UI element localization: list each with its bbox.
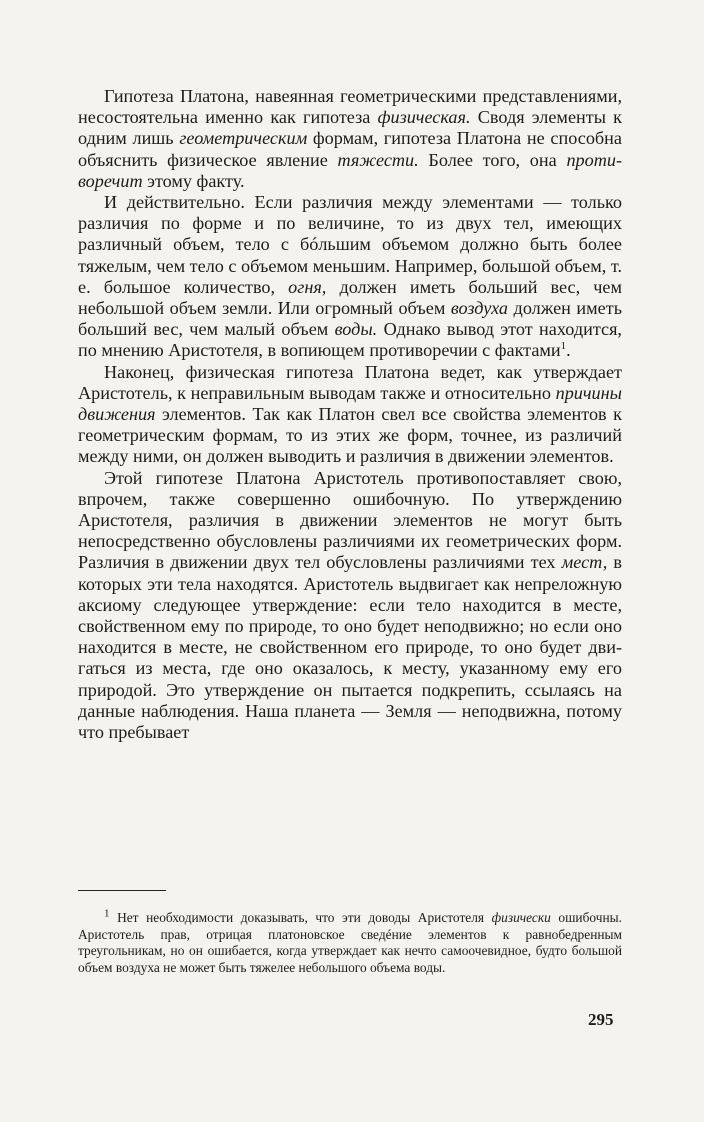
footnote-marker: 1 [560, 340, 567, 353]
text-run: Нет необходимости доказывать, что эти доводы Аристотеля [109, 910, 492, 925]
page-number: 295 [588, 1010, 614, 1029]
text-run: И действительно. Если различия между элементами — только различия по форме и по величине, то из двух тел, имеющих различный объем, тело с бóльшим объемом должно быть более тяжелым, чем тело с объемом меньшим. Например, большой объем, т. е. большое количество, [78, 192, 622, 297]
emphasized-text: мест, [561, 552, 608, 573]
paragraph [78, 362, 622, 468]
emphasized-text: физически [491, 910, 551, 925]
text-run: формам, гипотеза Платона не способна объяснить физическое явление [78, 128, 622, 170]
footnote-divider [78, 890, 166, 891]
text-run: должен иметь больший вес, чем небольшой объем земли. Или огромный объем [78, 276, 622, 319]
text-run: ошибочны. Аристотель прав, отрицая платоновское сведéние элементов к равнобедренным треугольникам, но он ошибается, когда утверждает как нечто самоочевидное, будто большой объем воздуха не может быть тяжелее небольшого объема воды. [78, 910, 622, 975]
emphasized-text: причины движения [78, 382, 622, 425]
footnote [78, 907, 622, 976]
text-run: этому факту. [142, 170, 245, 191]
text-run: Этой гипотезе Платона Аристотель противопоставляет свою, впрочем, также совершенно ошибочную. По утверждению Аристотеля, различия в движении элементов не могут быть непосредственно обусловлены различиями их геометрических форм. Различия в движении двух тел обусловлены различиями тех [78, 467, 622, 573]
text-run: Более того, она [418, 149, 567, 170]
text-run: должен иметь больший вес, чем малый объем [78, 298, 622, 340]
emphasized-text: воздуха [450, 298, 508, 319]
text-run: . [566, 340, 571, 361]
text-run: Сводя элементы к одним лишь [78, 107, 623, 149]
text-run: Однако вывод этот находится, по мнению Аристотеля, в вопиющем противоречии с фактами [78, 319, 622, 361]
emphasized-text: тяжести. [337, 149, 419, 170]
emphasized-text: огня, [288, 276, 327, 297]
footnote-marker: 1 [104, 907, 110, 920]
emphasized-text: воды. [334, 319, 378, 340]
paragraph [78, 192, 622, 362]
text-run: в которых эти тела находятся. Аристотель выдвигает как непреложную аксиому следующее утверждение: если тело находится в месте, свойственном ему по природе, то оно будет неподвижно; но если оно находится в месте, не свойственном его природе, то оно будет двигаться из места, где оно оказалось, к месту, указанному ему его природой. Это утверждение он пытается подкрепить, ссылаясь на данные наблюдения. Наша планета — Земля — неподвижна, потому что пребывает [78, 552, 622, 743]
text-run: элементов. Так как Платон свел все свойства элементов к геометрическим формам, то из этих же форм, точнее, из различий между ними, он должен выводить и различия в движении элементов. [78, 404, 622, 467]
emphasized-text: физическая. [377, 107, 471, 128]
text-run: Наконец, физическая гипотеза Платона ведет, как утверждает Аристотель, к неправильным выводам также и относительно [78, 361, 622, 403]
emphasized-text: противоречит [78, 149, 623, 191]
text-run: Гипотеза Платона, навеянная геометрическими представлениями, несостоятельна именно как гипотеза [78, 86, 622, 128]
emphasized-text: геометрическим [179, 128, 308, 149]
paragraph [78, 86, 622, 192]
main-text [78, 86, 622, 743]
paragraph [78, 468, 622, 744]
